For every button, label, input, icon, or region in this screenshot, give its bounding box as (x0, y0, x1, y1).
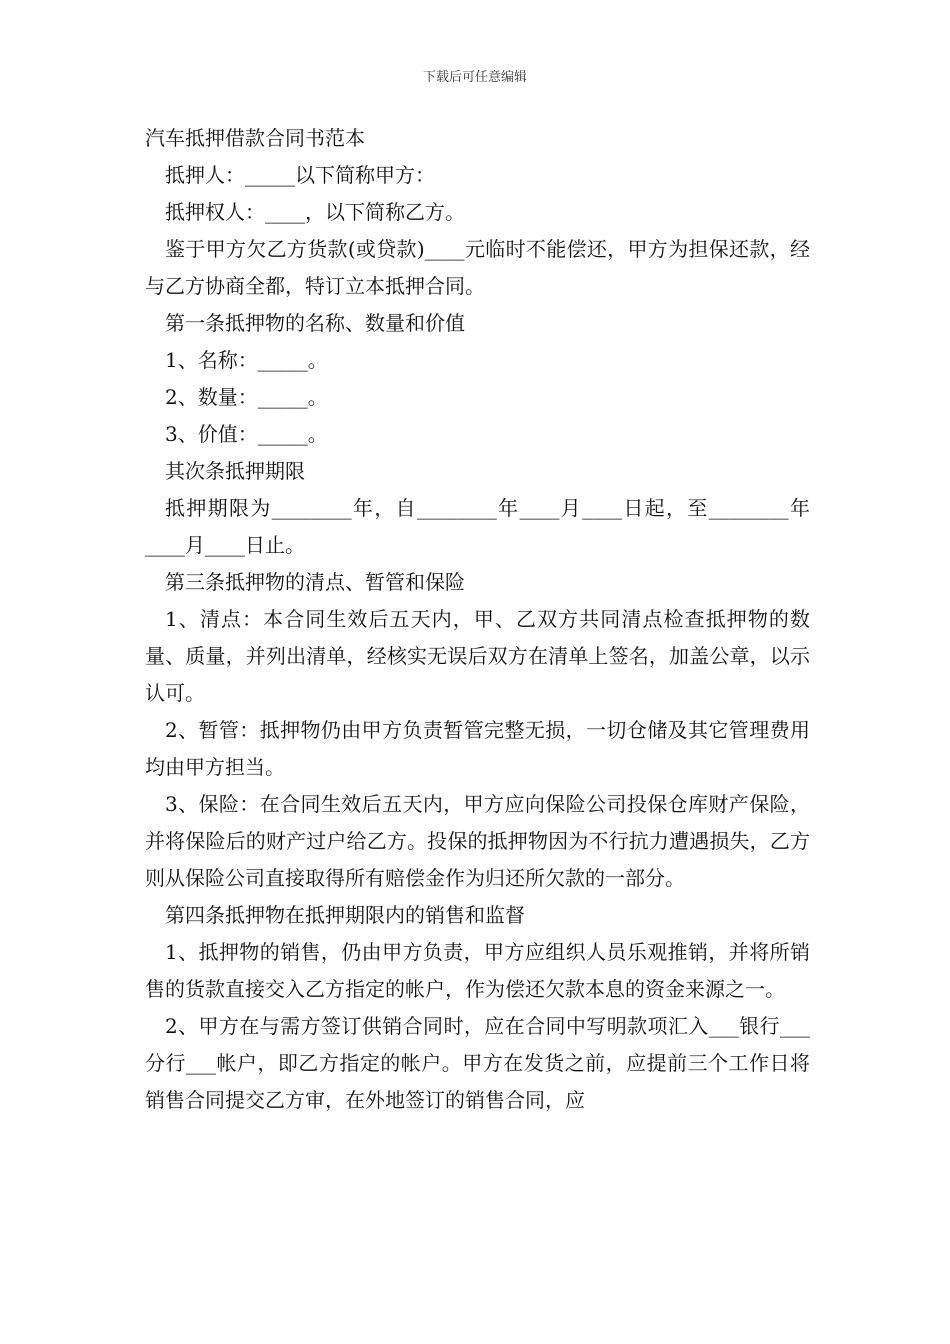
paragraph: 抵押权人：____，以下简称乙方。 (165, 200, 465, 224)
document-body (145, 120, 810, 1119)
section-heading: 第三条抵押物的清点、暂管和保险 (165, 570, 465, 594)
document-title: 汽车抵押借款合同书范本 (145, 126, 365, 150)
paragraph: 3、价值：_____。 (165, 422, 328, 446)
paragraph: 2、数量：_____。 (165, 385, 328, 409)
paragraph: 抵押人：_____以下简称甲方： (165, 163, 435, 187)
paragraph: 2、甲方在与需方签订供销合同时，应在合同中写明款项汇入___银行___分行___帐户，即乙方指定的帐户。甲方在发货之前，应提前三个工作日将销售合同提交乙方审，在外地签订的销售合同，应 (145, 1014, 810, 1112)
paragraph: 1、清点：本合同生效后五天内，甲、乙双方共同清点检查抵押物的数量、质量，并列出清单，经核实无误后双方在清单上签名，加盖公章，以示认可。 (145, 607, 810, 705)
paragraph: 抵押期限为________年，自________年____月____日起，至________年____月____日止。 (145, 496, 810, 557)
section-heading: 其次条抵押期限 (165, 459, 305, 483)
paragraph: 鉴于甲方欠乙方货款(或贷款)____元临时不能偿还，甲方为担保还款，经与乙方协商全都，特订立本抵押合同。 (145, 237, 810, 298)
page-header-note: 下载后可任意编辑 (422, 70, 527, 85)
paragraph: 3、保险：在合同生效后五天内，甲方应向保险公司投保仓库财产保险，并将保险后的财产过户给乙方。投保的抵押物因为不行抗力遭遇损失，乙方则从保险公司直接取得所有赔偿金作为归还所欠款的一部分。 (145, 792, 810, 890)
paragraph: 1、抵押物的销售，仍由甲方负责，甲方应组织人员乐观推销，并将所销售的货款直接交入乙方指定的帐户，作为偿还欠款本息的资金来源之一。 (145, 940, 810, 1001)
section-heading: 第一条抵押物的名称、数量和价值 (165, 311, 465, 335)
section-heading: 第四条抵押物在抵押期限内的销售和监督 (165, 903, 525, 927)
paragraph: 2、暂管：抵押物仍由甲方负责暂管完整无损，一切仓储及其它管理费用均由甲方担当。 (145, 718, 810, 779)
paragraph: 1、名称：_____。 (165, 348, 328, 372)
